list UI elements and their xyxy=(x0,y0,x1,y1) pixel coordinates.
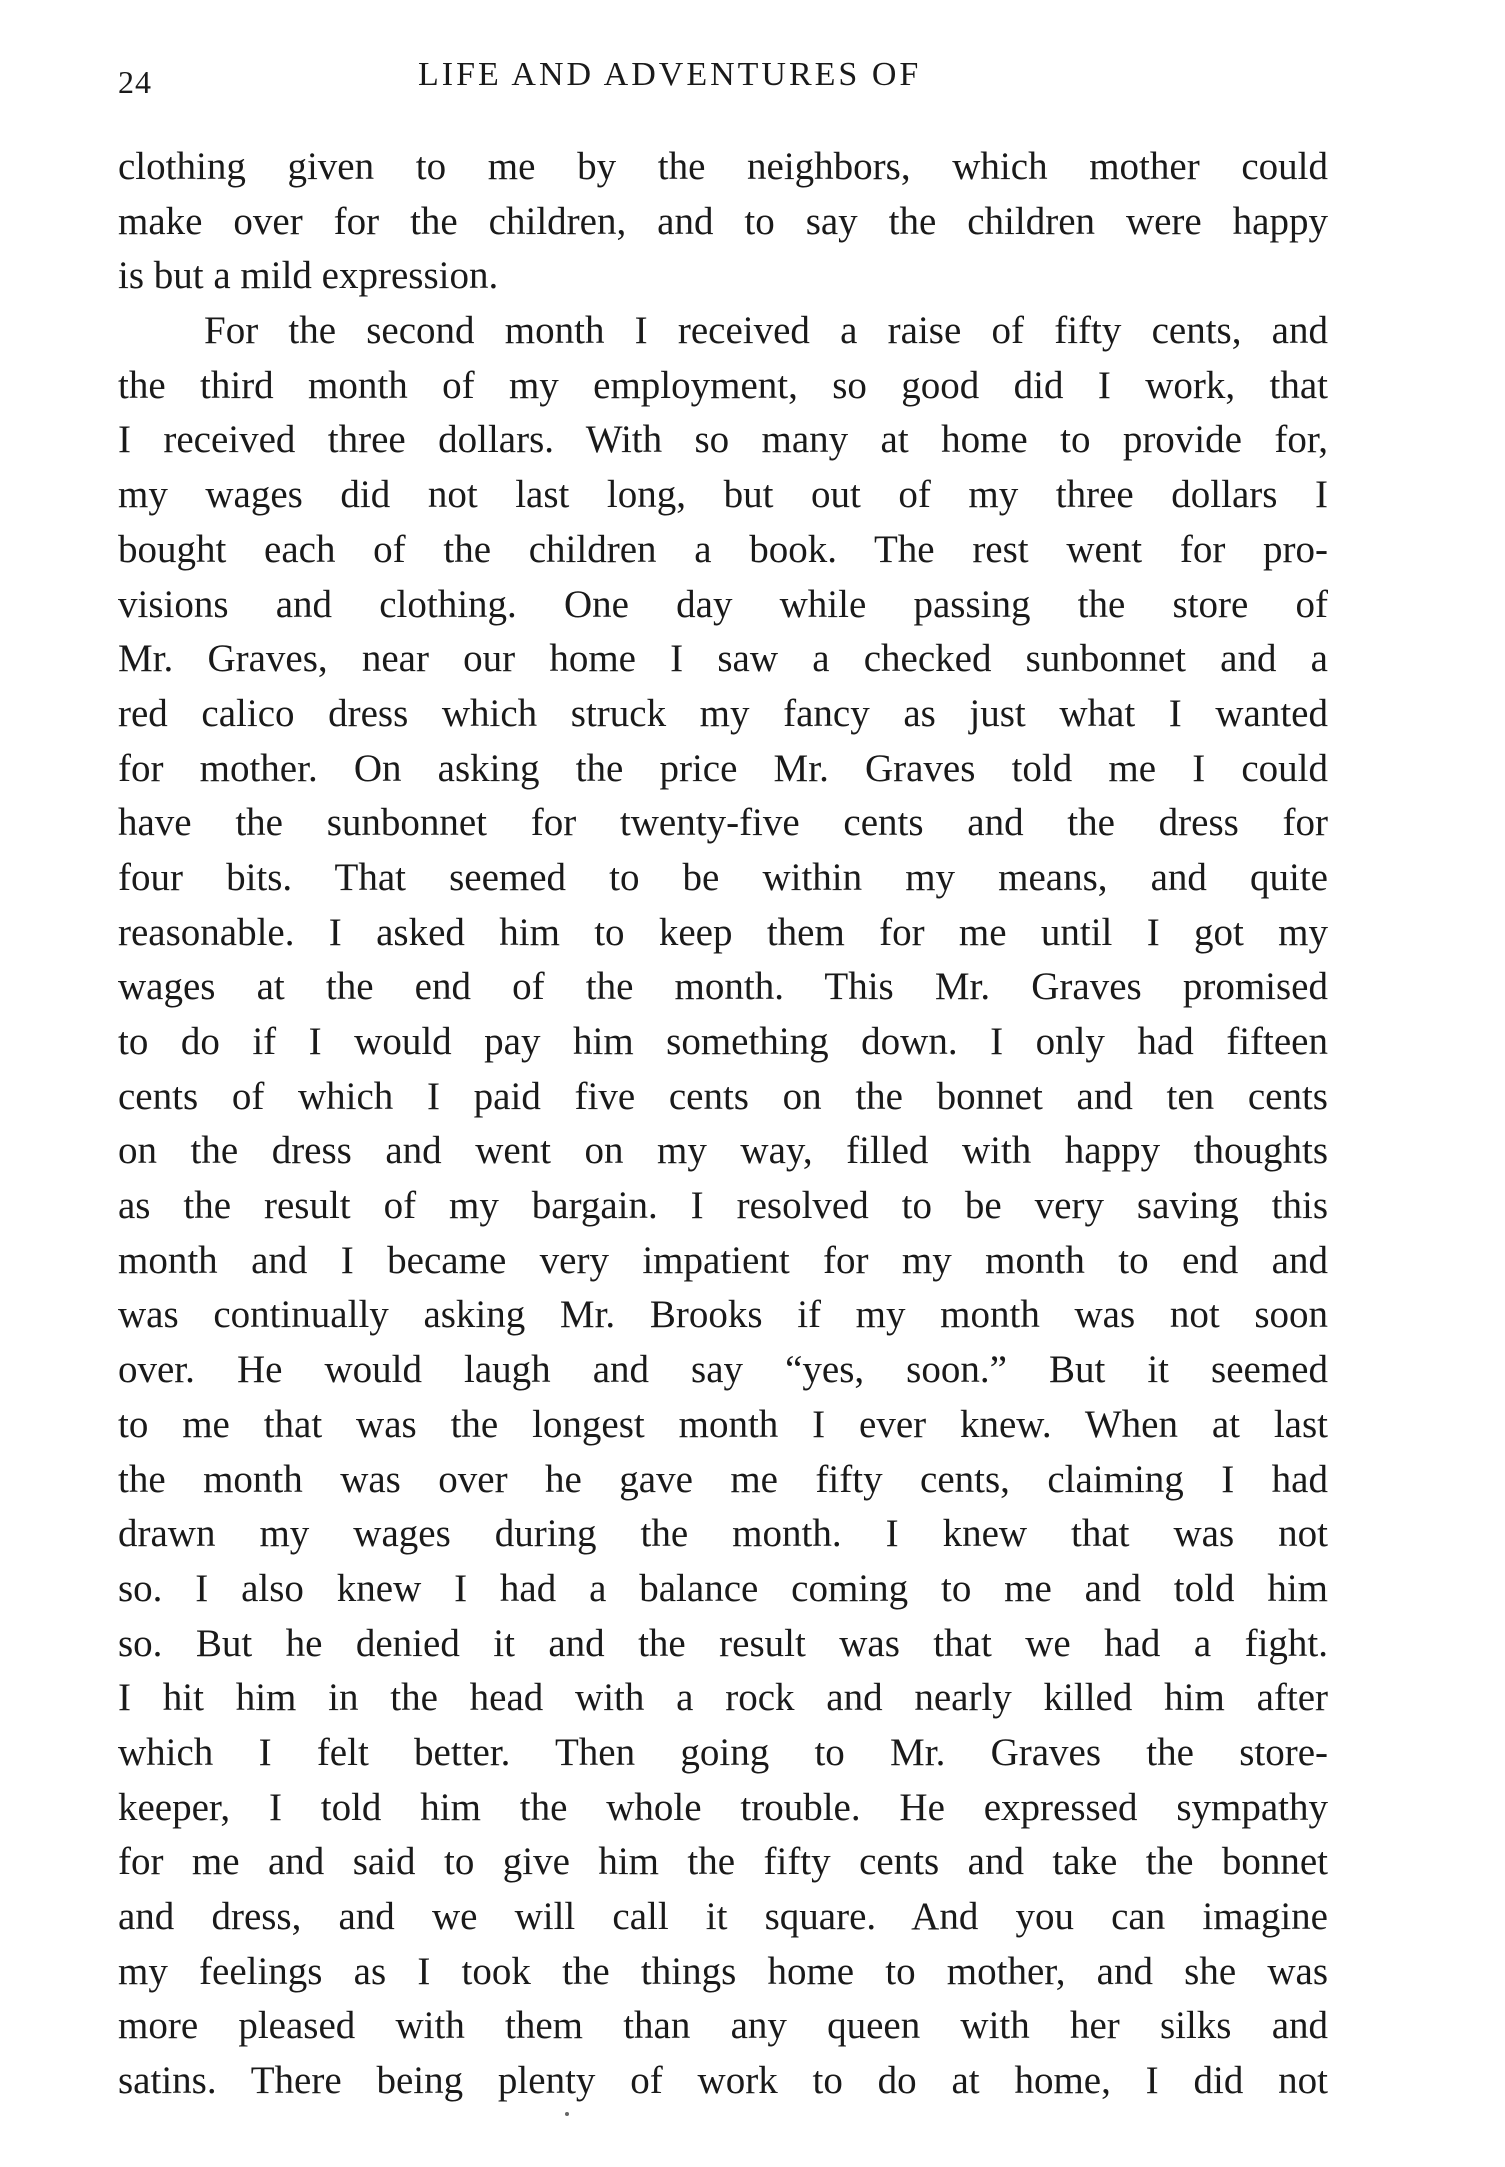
text-line: I received three dollars. With so many at home to provide for, xyxy=(118,418,1328,462)
text-line: for mother. On asking the price Mr. Graves told me I could xyxy=(118,746,1328,790)
text-line: so. I also knew I had a balance coming to me and told him xyxy=(118,1566,1328,1610)
body-text xyxy=(118,140,1328,2109)
text-line: satins. There being plenty of work to do at home, I did not xyxy=(118,2059,1328,2103)
text-line: red calico dress which struck my fancy as just what I wanted xyxy=(118,691,1328,735)
text-line: cents of which I paid five cents on the bonnet and ten cents xyxy=(118,1074,1328,1118)
text-line: four bits. That seemed to be within my means, and quite xyxy=(118,855,1328,899)
text-line: and dress, and we will call it square. And you can imagine xyxy=(118,1895,1328,1938)
text-line: keeper, I told him the whole trouble. He expressed sympathy xyxy=(118,1785,1328,1829)
print-speck xyxy=(565,2112,569,2116)
text-line: over. He would laugh and say “yes, soon.” But it seemed xyxy=(118,1348,1328,1392)
text-line: my wages did not last long, but out of my three dollars I xyxy=(118,473,1328,517)
page-number: 24 xyxy=(118,64,152,100)
text-line: wages at the end of the month. This Mr. Graves promised xyxy=(118,965,1328,1009)
text-line: more pleased with them than any queen with her silks and xyxy=(118,2004,1328,2048)
text-line: as the result of my bargain. I resolved to be very saving this xyxy=(118,1184,1328,1228)
text-line: the month was over he gave me fifty cents, claiming I had xyxy=(118,1457,1328,1501)
text-line: the third month of my employment, so good did I work, that xyxy=(118,363,1328,407)
text-line: for me and said to give him the fifty cents and take the bonnet xyxy=(118,1840,1328,1884)
text-line: to me that was the longest month I ever knew. When at last xyxy=(118,1402,1328,1446)
text-line: to do if I would pay him something down. I only had fifteen xyxy=(118,1020,1328,1063)
text-line: make over for the children, and to say the children were happy xyxy=(118,199,1328,243)
text-line: visions and clothing. One day while passing the store of xyxy=(118,582,1328,626)
text-line: on the dress and went on my way, filled with happy thoughts xyxy=(118,1129,1328,1173)
text-line: Mr. Graves, near our home I saw a checked sunbonnet and a xyxy=(118,637,1328,681)
text-line: drawn my wages during the month. I knew that was not xyxy=(118,1512,1328,1556)
text-line: month and I became very impatient for my month to end and xyxy=(118,1238,1328,1282)
text-line: so. But he denied it and the result was that we had a fight. xyxy=(118,1621,1328,1665)
text-line: I hit him in the head with a rock and nearly killed him after xyxy=(118,1676,1328,1720)
text-line: which I felt better. Then going to Mr. Graves the store- xyxy=(118,1730,1328,1774)
text-line: reasonable. I asked him to keep them for me until I got my xyxy=(118,910,1328,954)
running-head: LIFE AND ADVENTURES OF xyxy=(418,56,922,93)
text-line: have the sunbonnet for twenty-five cents and the dress for xyxy=(118,801,1328,845)
text-line: is but a mild expression. xyxy=(118,254,499,298)
text-line: bought each of the children a book. The rest went for pro- xyxy=(118,527,1328,571)
text-line: clothing given to me by the neighbors, which mother could xyxy=(118,145,1328,188)
page-header xyxy=(118,56,1328,116)
text-line: was continually asking Mr. Brooks if my month was not soon xyxy=(118,1293,1328,1337)
text-line: my feelings as I took the things home to mother, and she was xyxy=(118,1949,1328,1993)
text-line: For the second month I received a raise of fifty cents, and xyxy=(204,309,1328,353)
